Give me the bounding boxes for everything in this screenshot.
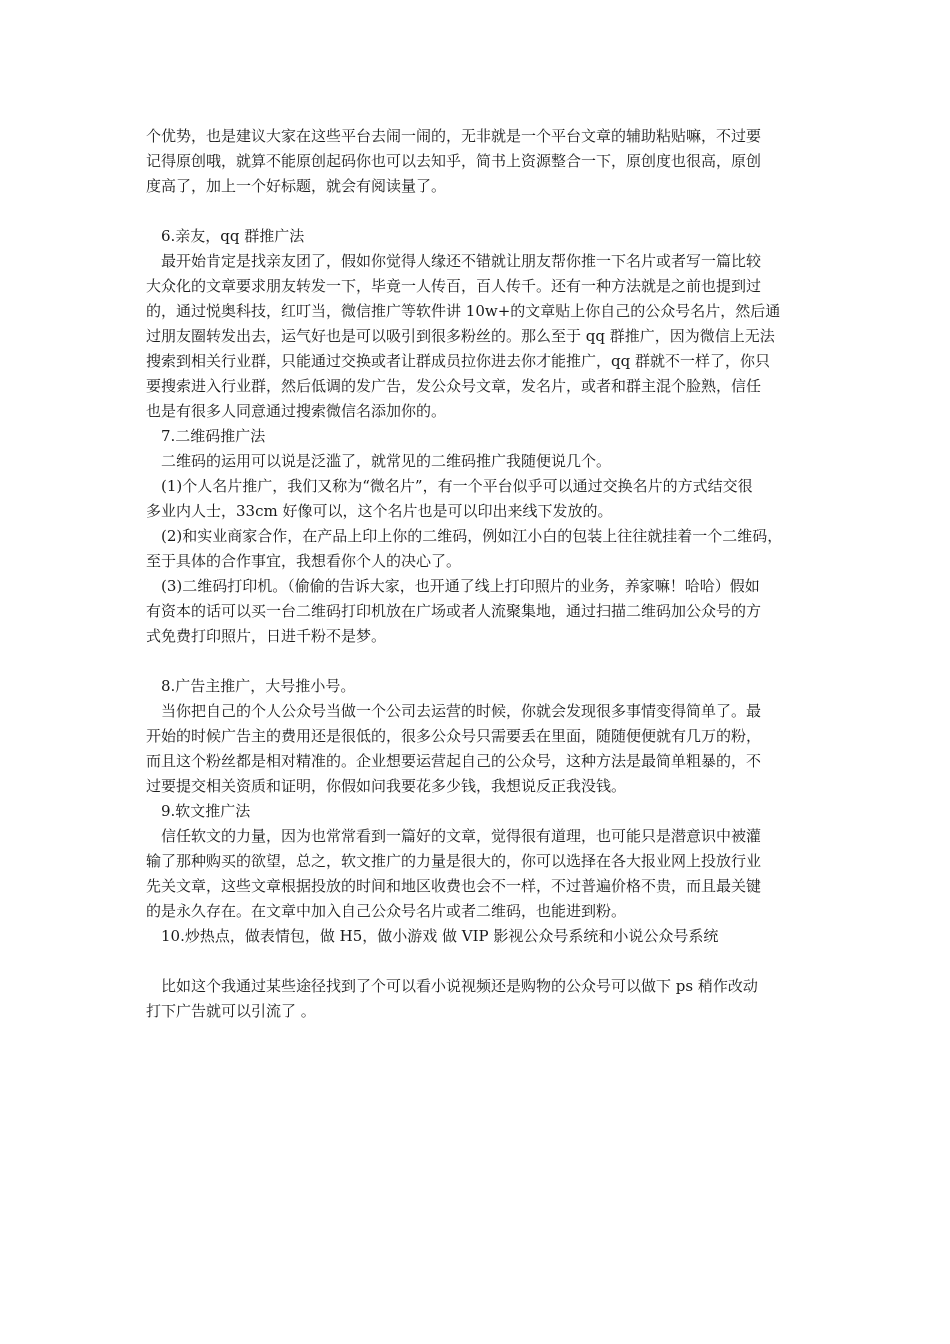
text-line: 先关文章，这些文章根据投放的时间和地区收费也会不一样，不过普遍价格不贵，而且最关键 xyxy=(146,877,762,895)
text-line: 的是永久存在。在文章中加入自己公众号名片或者二维码，也能进到粉。 xyxy=(146,902,627,920)
text-line: 过朋友圈转发出去，运气好也是可以吸引到很多粉丝的。那么至于 qq 群推广，因为微信上无法 xyxy=(146,327,775,345)
text-line: 个优势，也是建议大家在这些平台去闹一闹的，无非就是一个平台文章的辅助粘贴嘛，不过要 xyxy=(146,127,762,145)
text-line: 二维码的运用可以说是泛滥了，就常见的二维码推广我随便说几个。 xyxy=(146,452,612,470)
text-line: (2)和实业商家合作，在产品上印上你的二维码，例如江小白的包装上往往就挂着一个二维码， xyxy=(146,527,783,545)
blank-line xyxy=(146,949,818,974)
text-line: 输了那种购买的欲望，总之，软文推广的力量是很大的，你可以选择在各大报业网上投放行业 xyxy=(146,852,762,870)
text-line: 而且这个粉丝都是相对精准的。企业想要运营起自己的公众号，这种方法是最简单粗暴的，不 xyxy=(146,752,762,770)
text-line: 多业内人士，33cm 好像可以，这个名片也是可以印出来线下发放的。 xyxy=(146,502,613,520)
text-line: 式免费打印照片，日进千粉不是梦。 xyxy=(146,627,387,645)
text-line: 打下广告就可以引流了 。 xyxy=(146,1002,316,1020)
section-heading: 8.广告主推广，大号推小号。 xyxy=(146,677,356,695)
section-heading: 10.炒热点，做表情包，做 H5，做小游戏 做 VIP 影视公众号系统和小说公众号系统 xyxy=(146,927,719,945)
text-line: 至于具体的合作事宜，我想看你个人的决心了。 xyxy=(146,552,462,570)
text-line: 比如这个我通过某些途径找到了个可以看小说视频还是购物的公众号可以做下 ps 稍作改动 xyxy=(146,977,758,995)
section-heading: 7.二维码推广法 xyxy=(146,427,266,445)
section-heading: 6.亲友，qq 群推广法 xyxy=(146,227,305,245)
text-line: 的，通过悦奥科技，红叮当，微信推广等软件讲 10w+的文章贴上你自己的公众号名片，然后通 xyxy=(146,302,781,320)
text-line: 记得原创哦，就算不能原创起码你也可以去知乎，简书上资源整合一下，原创度也很高，原创 xyxy=(146,152,762,170)
text-line: 大众化的文章要求朋友转发一下，毕竟一人传百，百人传千。还有一种方法就是之前也提到过 xyxy=(146,277,762,295)
blank-line xyxy=(146,649,818,674)
blank-line xyxy=(146,199,818,224)
text-line: 最开始肯定是找亲友团了，假如你觉得人缘还不错就让朋友帮你推一下名片或者写一篇比较 xyxy=(146,252,762,270)
text-line: 当你把自己的个人公众号当做一个公司去运营的时候，你就会发现很多事情变得简单了。最 xyxy=(146,702,762,720)
document-body xyxy=(146,124,818,1024)
section-heading: 9.软文推广法 xyxy=(146,802,251,820)
text-line: 有资本的话可以买一台二维码打印机放在广场或者人流聚集地，通过扫描二维码加公众号的方 xyxy=(146,602,762,620)
text-line: 也是有很多人同意通过搜索微信名添加你的。 xyxy=(146,402,447,420)
text-line: 信任软文的力量，因为也常常看到一篇好的文章，觉得很有道理，也可能只是潜意识中被灌 xyxy=(146,827,762,845)
text-line: 度高了，加上一个好标题，就会有阅读量了。 xyxy=(146,177,447,195)
text-line: 开始的时候广告主的费用还是很低的，很多公众号只需要丢在里面，随随便便就有几万的粉， xyxy=(146,727,762,745)
text-line: 搜索到相关行业群，只能通过交换或者让群成员拉你进去你才能推广，qq 群就不一样了，你只 xyxy=(146,352,770,370)
text-line: (3)二维码打印机。（偷偷的告诉大家，也开通了线上打印照片的业务，养家嘛！哈哈）假如 xyxy=(146,577,760,595)
text-line: 要搜索进入行业群，然后低调的发广告，发公众号文章，发名片，或者和群主混个脸熟，信任 xyxy=(146,377,762,395)
text-line: 过要提交相关资质和证明，你假如问我要花多少钱，我想说反正我没钱。 xyxy=(146,777,627,795)
text-line: (1)个人名片推广，我们又称为“微名片”，有一个平台似乎可以通过交换名片的方式结交很 xyxy=(146,477,753,495)
